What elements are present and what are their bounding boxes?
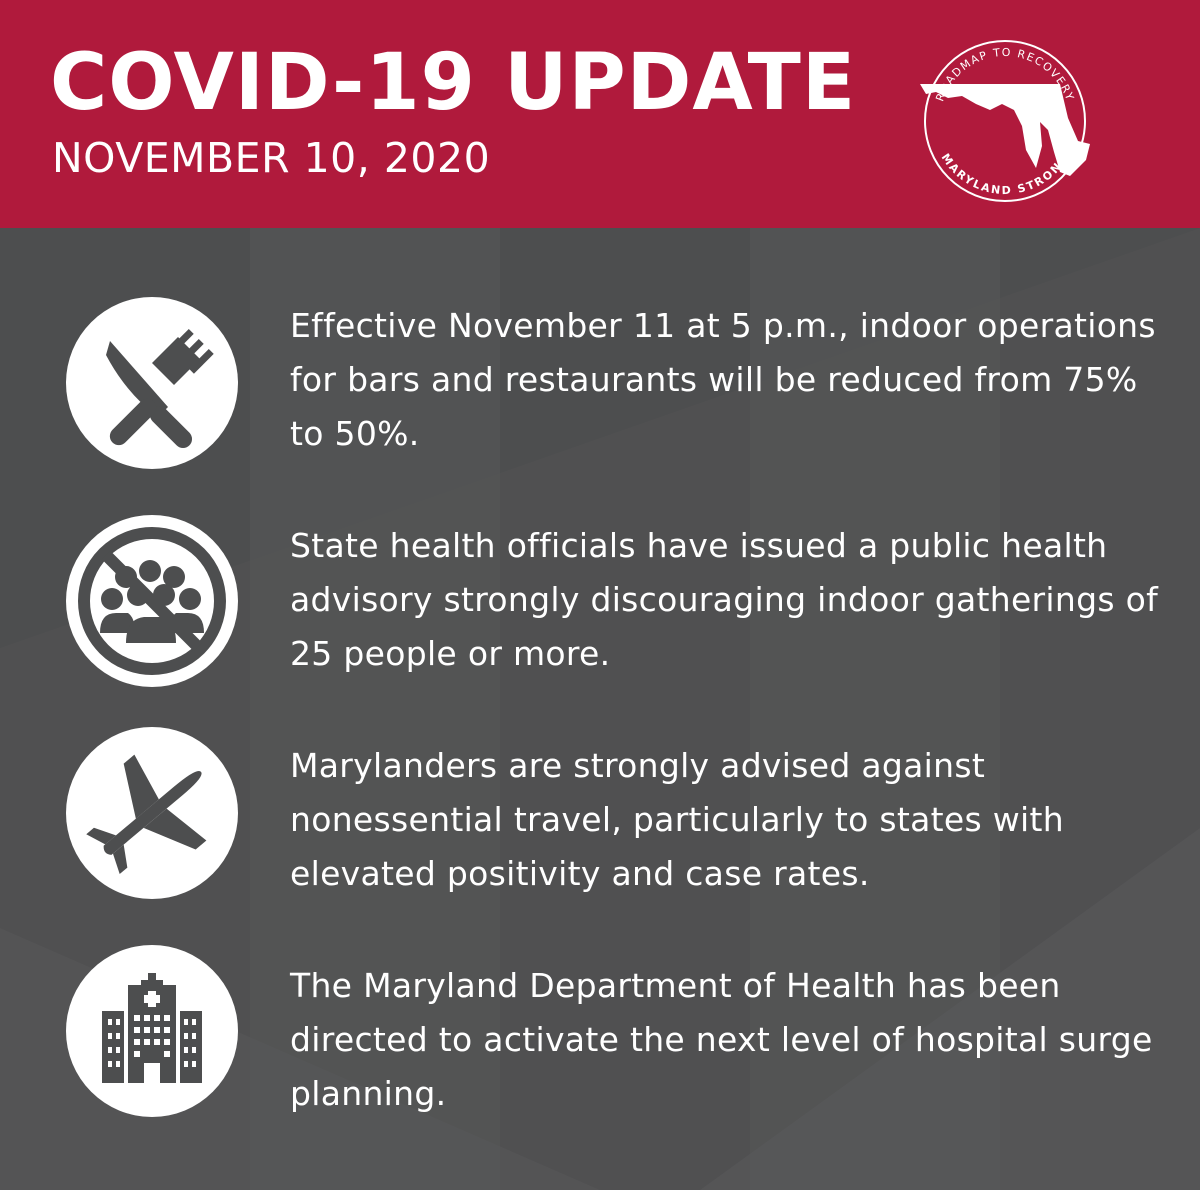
svg-text:MARYLAND STRONG xyxy=(939,151,1072,197)
hospital-icon xyxy=(66,945,238,1117)
update-date: NOVEMBER 10, 2020 xyxy=(52,134,491,182)
hospital-icon-circle xyxy=(66,945,238,1117)
header-banner xyxy=(0,0,1200,228)
logo-bottom-text: MARYLAND STRONG xyxy=(938,151,1072,198)
no-crowd-icon-circle xyxy=(66,515,238,687)
page-title: COVID-19 UPDATE xyxy=(50,38,857,128)
update-text-travel: Marylanders are strongly advised against nonessential travel, particularly to states with elevated positivity and case rates. xyxy=(290,746,1064,893)
update-text-hospital: The Maryland Department of Health has been directed to activate the next level of hospital surge planning. xyxy=(290,966,1153,1113)
utensils-icon xyxy=(66,297,238,469)
logo-top-text: ROADMAP TO RECOVERY xyxy=(933,45,1077,104)
update-text-dining: Effective November 11 at 5 p.m., indoor operations for bars and restaurants will be reduced from 75% to 50%. xyxy=(290,306,1156,453)
update-text-gatherings: State health officials have issued a public health advisory strongly discouraging indoor gatherings of 25 people or more. xyxy=(290,526,1159,673)
utensils-icon-circle xyxy=(66,297,238,469)
airplane-icon-circle xyxy=(66,727,238,899)
airplane-icon xyxy=(66,727,238,899)
maryland-strong-logo xyxy=(910,26,1100,216)
no-crowd-icon xyxy=(66,515,238,687)
